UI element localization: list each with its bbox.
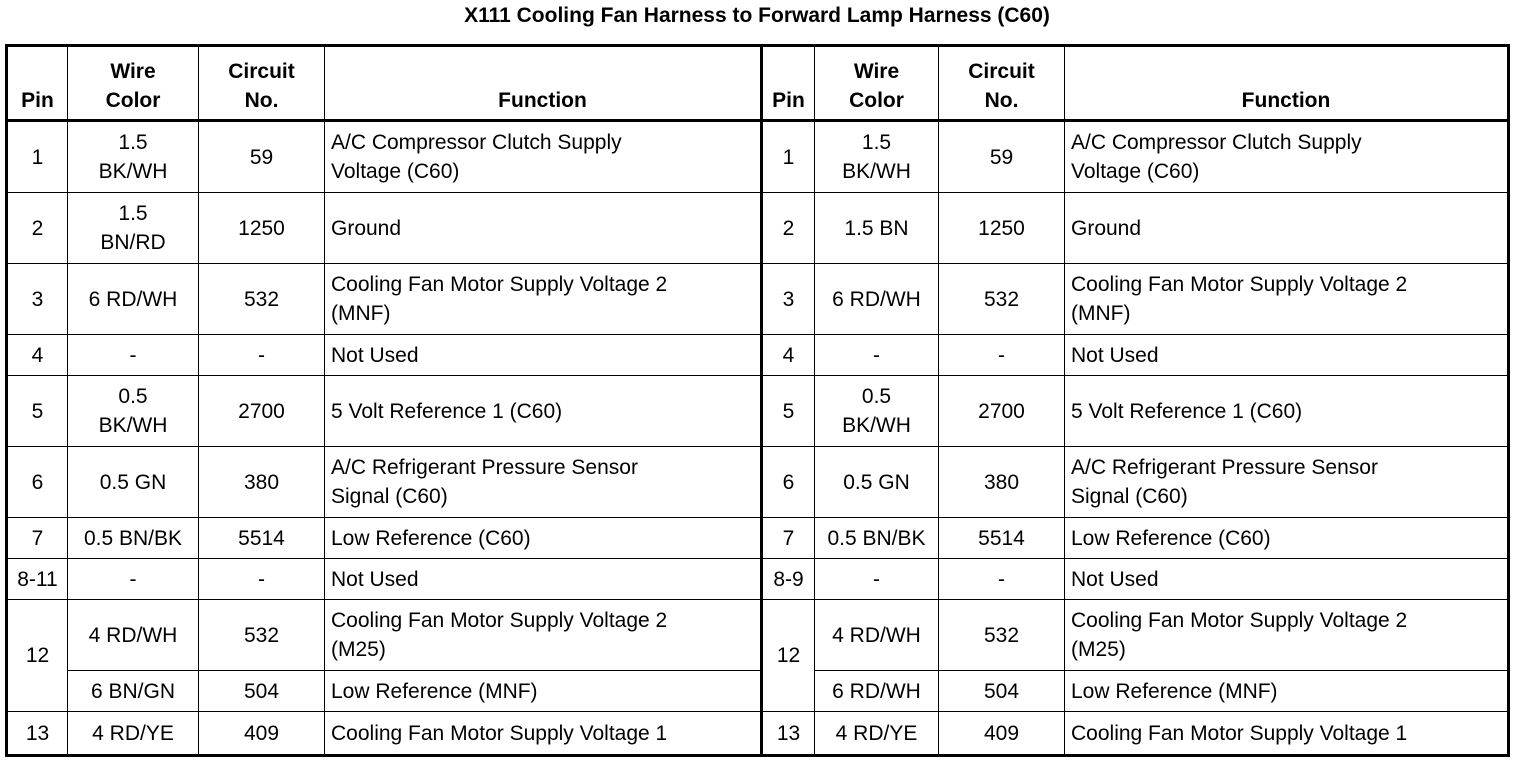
wire-color-cell: - [68,335,199,376]
table-row [7,376,1509,447]
wire-color-cell: 0.5 BN/BK [68,518,199,559]
wire-color-cell: 1.5 BK/WH [815,121,939,193]
function-cell: Low Reference (C60) [325,518,762,559]
function-cell: Low Reference (C60) [1065,518,1509,559]
pin-cell: 8-11 [7,559,68,600]
table-row [7,121,1509,193]
pin-cell: 2 [7,193,68,264]
wire-color-cell: 0.5 GN [815,447,939,518]
function-cell: Ground [1065,193,1509,264]
circuit-cell: 409 [199,712,325,756]
circuit-cell: 5514 [939,518,1065,559]
function-cell: Cooling Fan Motor Supply Voltage 1 [325,712,762,756]
table-row [7,193,1509,264]
circuit-cell: 1250 [199,193,325,264]
wire-color-cell: 0.5 BK/WH [68,376,199,447]
circuit-cell: 532 [199,264,325,335]
wire-color-cell: 6 RD/WH [68,264,199,335]
circuit-cell: 2700 [199,376,325,447]
function-cell: Low Reference (MNF) [1065,671,1509,712]
pin-cell: 13 [7,712,68,756]
wire-color-cell: 0.5 GN [68,447,199,518]
header-circuit-no: Circuit No. [199,46,325,121]
function-cell: Cooling Fan Motor Supply Voltage 1 [1065,712,1509,756]
circuit-cell: 59 [939,121,1065,193]
function-cell: 5 Volt Reference 1 (C60) [1065,376,1509,447]
header-pin: Pin [7,46,68,121]
wire-color-cell: 1.5 BN/RD [68,193,199,264]
pin-cell: 6 [7,447,68,518]
wire-color-cell: 0.5 BN/BK [815,518,939,559]
header-wire-color: Wire Color [68,46,199,121]
pin-cell: 8-9 [762,559,815,600]
wire-color-cell: 6 RD/WH [815,264,939,335]
wire-color-cell: - [68,559,199,600]
wire-color-cell: 6 BN/GN [68,671,199,712]
pin-cell: 12 [7,600,68,712]
wire-color-cell: 1.5 BN [815,193,939,264]
pin-cell: 4 [762,335,815,376]
pin-cell: 3 [7,264,68,335]
wire-color-cell: - [815,335,939,376]
circuit-cell: 5514 [199,518,325,559]
function-cell: Cooling Fan Motor Supply Voltage 2 (M25) [1065,600,1509,671]
pin-cell: 12 [762,600,815,712]
circuit-cell: 2700 [939,376,1065,447]
table-row [7,447,1509,518]
function-cell: Cooling Fan Motor Supply Voltage 2 (MNF) [1065,264,1509,335]
page-title: X111 Cooling Fan Harness to Forward Lamp Harness (C60) [464,4,1050,27]
pin-cell: 13 [762,712,815,756]
circuit-cell: 532 [939,600,1065,671]
pin-cell: 2 [762,193,815,264]
function-cell: A/C Compressor Clutch Supply Voltage (C60) [325,121,762,193]
pin-cell: 6 [762,447,815,518]
circuit-cell: - [199,559,325,600]
wire-color-cell: 4 RD/YE [815,712,939,756]
function-cell: Not Used [1065,559,1509,600]
wire-color-cell: 4 RD/WH [815,600,939,671]
table-row [7,712,1509,756]
circuit-cell: 380 [199,447,325,518]
circuit-cell: 409 [939,712,1065,756]
header-wire-color: Wire Color [815,46,939,121]
wire-color-cell: - [815,559,939,600]
circuit-cell: 1250 [939,193,1065,264]
function-cell: Ground [325,193,762,264]
wire-color-cell: 4 RD/WH [68,600,199,671]
wire-color-cell: 0.5 BK/WH [815,376,939,447]
function-cell: Cooling Fan Motor Supply Voltage 2 (MNF) [325,264,762,335]
circuit-cell: - [939,559,1065,600]
function-cell: A/C Refrigerant Pressure Sensor Signal (C60) [1065,447,1509,518]
table-row [7,600,1509,671]
pin-cell: 1 [762,121,815,193]
pin-cell: 3 [762,264,815,335]
circuit-cell: 380 [939,447,1065,518]
table-row [7,518,1509,559]
circuit-cell: - [199,335,325,376]
wire-color-cell: 6 RD/WH [815,671,939,712]
table-row [7,559,1509,600]
header-function: Function [1065,46,1509,121]
pin-cell: 7 [7,518,68,559]
header-circuit-no: Circuit No. [939,46,1065,121]
pin-cell: 4 [7,335,68,376]
circuit-cell: 504 [939,671,1065,712]
pin-cell: 5 [7,376,68,447]
wire-color-cell: 4 RD/YE [68,712,199,756]
header-row [7,46,1509,121]
function-cell: 5 Volt Reference 1 (C60) [325,376,762,447]
function-cell: A/C Refrigerant Pressure Sensor Signal (C60) [325,447,762,518]
function-cell: Not Used [325,559,762,600]
pin-cell: 1 [7,121,68,193]
pin-cell: 5 [762,376,815,447]
function-cell: Low Reference (MNF) [325,671,762,712]
function-cell: Not Used [325,335,762,376]
pin-cell: 7 [762,518,815,559]
pinout-table [5,44,1510,757]
circuit-cell: 532 [939,264,1065,335]
circuit-cell: 532 [199,600,325,671]
header-pin: Pin [762,46,815,121]
function-cell: Cooling Fan Motor Supply Voltage 2 (M25) [325,600,762,671]
table-row [7,264,1509,335]
table-row [7,335,1509,376]
function-cell: Not Used [1065,335,1509,376]
circuit-cell: - [939,335,1065,376]
table-row [7,671,1509,712]
function-cell: A/C Compressor Clutch Supply Voltage (C60) [1065,121,1509,193]
circuit-cell: 59 [199,121,325,193]
circuit-cell: 504 [199,671,325,712]
wire-color-cell: 1.5 BK/WH [68,121,199,193]
header-function: Function [325,46,762,121]
